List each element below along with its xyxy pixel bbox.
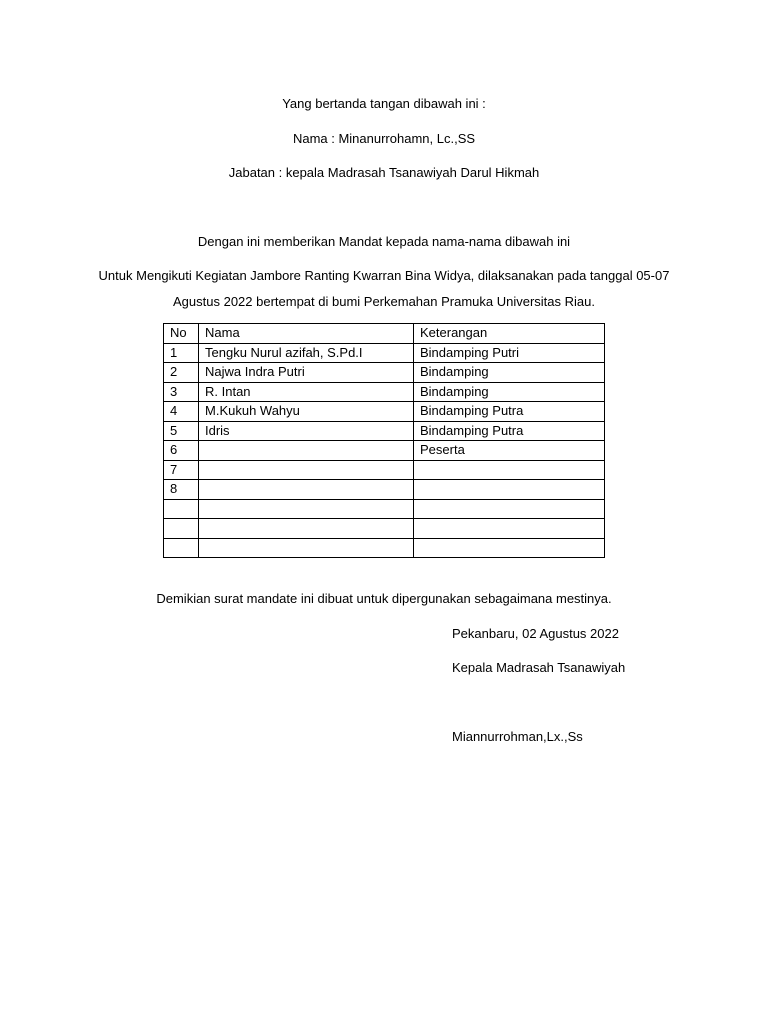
- cell-no: 5: [164, 421, 199, 441]
- cell-nama: Tengku Nurul azifah, S.Pd.I: [199, 343, 414, 363]
- cell-keterangan: Bindamping Putra: [414, 421, 605, 441]
- cell-no: 4: [164, 402, 199, 422]
- cell-no: 2: [164, 363, 199, 383]
- place-date: Pekanbaru, 02 Agustus 2022: [452, 626, 619, 641]
- cell-no: 6: [164, 441, 199, 461]
- cell-keterangan: [414, 538, 605, 558]
- signatory-name: Miannurrohman,Lx.,Ss: [452, 729, 583, 744]
- cell-nama: R. Intan: [199, 382, 414, 402]
- table-row: [164, 460, 605, 480]
- cell-no: [164, 499, 199, 519]
- table-row: [164, 421, 605, 441]
- cell-keterangan: [414, 519, 605, 539]
- header-nama: Nama: [199, 324, 414, 344]
- closing-line: Demikian surat mandate ini dibuat untuk dipergunakan sebagaimana mestinya.: [156, 591, 612, 606]
- cell-nama: [199, 441, 414, 461]
- cell-nama: [199, 538, 414, 558]
- cell-nama: Najwa Indra Putri: [199, 363, 414, 383]
- cell-no: [164, 538, 199, 558]
- table-row: [164, 480, 605, 500]
- cell-keterangan: Bindamping Putra: [414, 402, 605, 422]
- table-row: [164, 343, 605, 363]
- table-row: [164, 363, 605, 383]
- table-row: [164, 538, 605, 558]
- cell-no: 7: [164, 460, 199, 480]
- header-keterangan: Keterangan: [414, 324, 605, 344]
- participant-table: [163, 323, 605, 558]
- cell-nama: [199, 460, 414, 480]
- cell-nama: [199, 480, 414, 500]
- mandate-statement: Dengan ini memberikan Mandat kepada nama-nama dibawah ini: [197, 234, 571, 249]
- cell-no: 8: [164, 480, 199, 500]
- cell-keterangan: Peserta: [414, 441, 605, 461]
- table-row: [164, 382, 605, 402]
- cell-keterangan: Bindamping: [414, 363, 605, 383]
- cell-no: 3: [164, 382, 199, 402]
- intro-line: Yang bertanda tangan dibawah ini :: [282, 96, 486, 111]
- cell-nama: [199, 499, 414, 519]
- signatory-title: Kepala Madrasah Tsanawiyah: [452, 660, 626, 675]
- cell-keterangan: [414, 460, 605, 480]
- cell-nama: [199, 519, 414, 539]
- table-row: [164, 441, 605, 461]
- cell-nama: M.Kukuh Wahyu: [199, 402, 414, 422]
- table-row: [164, 499, 605, 519]
- cell-keterangan: [414, 499, 605, 519]
- signer-position-line: Jabatan : kepala Madrasah Tsanawiyah Darul Hikmah: [228, 165, 540, 180]
- header-no: No: [164, 324, 199, 344]
- signer-name-line: Nama : Minanurrohamn, Lc.,SS: [292, 131, 476, 146]
- purpose-paragraph: Untuk Mengikuti Kegiatan Jambore Ranting Kwarran Bina Widya, dilaksanakan pada tanggal 05-07 Agustus 2022 bertempat di bumi Perkemahan Pramuka Universitas Riau.: [98, 268, 670, 309]
- table-row: [164, 402, 605, 422]
- cell-no: 1: [164, 343, 199, 363]
- cell-no: [164, 519, 199, 539]
- cell-keterangan: [414, 480, 605, 500]
- table-row: [164, 519, 605, 539]
- cell-keterangan: Bindamping: [414, 382, 605, 402]
- cell-nama: Idris: [199, 421, 414, 441]
- cell-keterangan: Bindamping Putri: [414, 343, 605, 363]
- table-header-row: [164, 324, 605, 344]
